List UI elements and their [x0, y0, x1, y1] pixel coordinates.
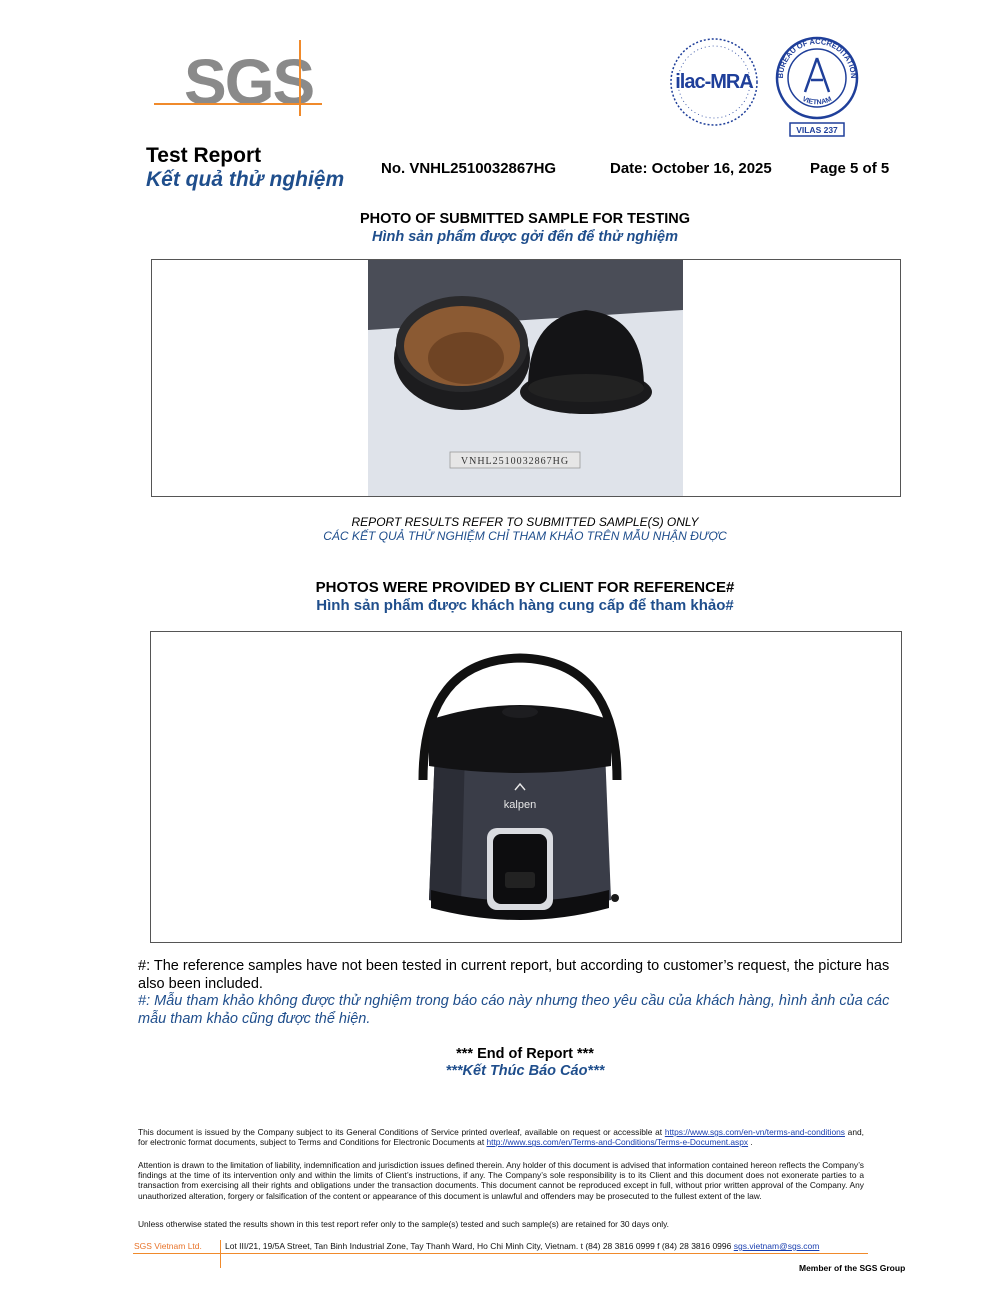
- svg-text:VILAS 237: VILAS 237: [796, 125, 838, 135]
- footer-liability: Attention is drawn to the limitation of liability, indemnification and jurisdiction issues defined therein. Any holder of this document is advised that information contained hereon reflects the Company’s findings at the time of its intervention only and within the limits of Client’s instructions, if any. The Company’s sole responsibility is to its Client and this document does not exonerate parties to a transaction from exercising all their rights and obligations under the transaction documents. This document cannot be reproduced except in full, without prior written approval of the Company. Any unauthorized alteration, forgery or falsification of the content or appearance of this document is unlawful and offenders may be prosecuted to the fullest extent of the law.: [138, 1160, 864, 1201]
- footer-terms: This document is issued by the Company subject to its General Conditions of Service printed overleaf, available on request or accessible at https://www.sgs.com/en-vn/terms-and-conditions and, for electronic format documents, subject to Terms and Conditions for Electronic Documents at http://www.sgs.com/en/Terms-and-Conditions/Terms-e-Document.aspx .: [138, 1127, 864, 1148]
- report-title-en: Test Report: [146, 144, 262, 167]
- section1-title-en: PHOTO OF SUBMITTED SAMPLE FOR TESTING: [359, 211, 691, 227]
- report-date: Date: October 16, 2025: [610, 160, 772, 177]
- sgs-logo: [150, 38, 330, 118]
- footer-member: Member of the SGS Group: [799, 1263, 906, 1273]
- results-note-en: REPORT RESULTS REFER TO SUBMITTED SAMPLE(S) ONLY: [351, 515, 699, 529]
- svg-text:VIETNAM: VIETNAM: [801, 95, 833, 107]
- reference-note-en: #: The reference samples have not been tested in current report, but according to customer’s request, the picture has also been included.: [138, 958, 890, 992]
- sample-tag: VNHL2510032867HG: [460, 456, 570, 467]
- ilac-mra-logo: [671, 39, 757, 125]
- section2-title-en: PHOTOS WERE PROVIDED BY CLIENT FOR REFERENCE#: [315, 579, 735, 596]
- svg-text:ilac-MRA: ilac-MRA: [675, 71, 753, 93]
- footer-vertical-divider: [220, 1240, 221, 1268]
- section1-title-vn: Hình sản phẩm được gởi đến để thử nghiệm: [371, 229, 679, 245]
- results-note-vn: CÁC KẾT QUẢ THỬ NGHIỆM CHỈ THAM KHẢO TRÊN MẪU NHẬN ĐƯỢC: [323, 529, 727, 543]
- footer-retention: Unless otherwise stated the results shown in this test report refer only to the sample(s) tested and such sample(s) are retained for 30 days only.: [138, 1219, 669, 1229]
- e-document-terms-link[interactable]: http://www.sgs.com/en/Terms-and-Conditions/Terms-e-Document.aspx: [486, 1137, 749, 1148]
- page-number: Page 5 of 5: [810, 160, 890, 177]
- reference-note-vn: #: Mẫu tham khảo không được thử nghiệm trong báo cáo này nhưng theo yêu cầu của khách hàng, hình ảnh của các mẫu tham khảo cũng được thể hiện.: [138, 993, 890, 1027]
- product-brand: kalpen: [503, 799, 537, 811]
- terms-link[interactable]: https://www.sgs.com/en-vn/terms-and-conditions: [664, 1127, 845, 1137]
- report-number: No. VNHL2510032867HG: [381, 160, 557, 177]
- section2-title-vn: Hình sản phẩm được khách hàng cung cấp để tham khảo#: [316, 597, 734, 614]
- footer-address: Lot III/21, 19/5A Street, Tan Binh Industrial Zone, Tay Thanh Ward, Ho Chi Minh City, Vietnam. t (84) 28 3816 0999 f (84) 28 3816 0996 sgs.vietnam@sgs.com: [225, 1241, 820, 1251]
- boa-vietnam-logo: [776, 37, 858, 136]
- end-of-report-en: *** End of Report ***: [456, 1046, 594, 1062]
- end-of-report-vn: ***Kết Thúc Báo Cáo***: [445, 1063, 605, 1079]
- reference-photo: [405, 650, 635, 935]
- footer-company: SGS Vietnam Ltd.: [134, 1241, 202, 1251]
- sample-photo: [368, 260, 683, 496]
- footer-divider: [133, 1253, 868, 1254]
- footer-email-link[interactable]: sgs.vietnam@sgs.com: [733, 1241, 820, 1251]
- accreditation-logos: [662, 30, 862, 140]
- report-title-vn: Kết quả thử nghiệm: [146, 168, 345, 191]
- svg-text:BUREAU OF ACCREDITATION: BUREAU OF ACCREDITATION: [775, 36, 859, 79]
- sgs-logo-text: SGS: [184, 46, 314, 118]
